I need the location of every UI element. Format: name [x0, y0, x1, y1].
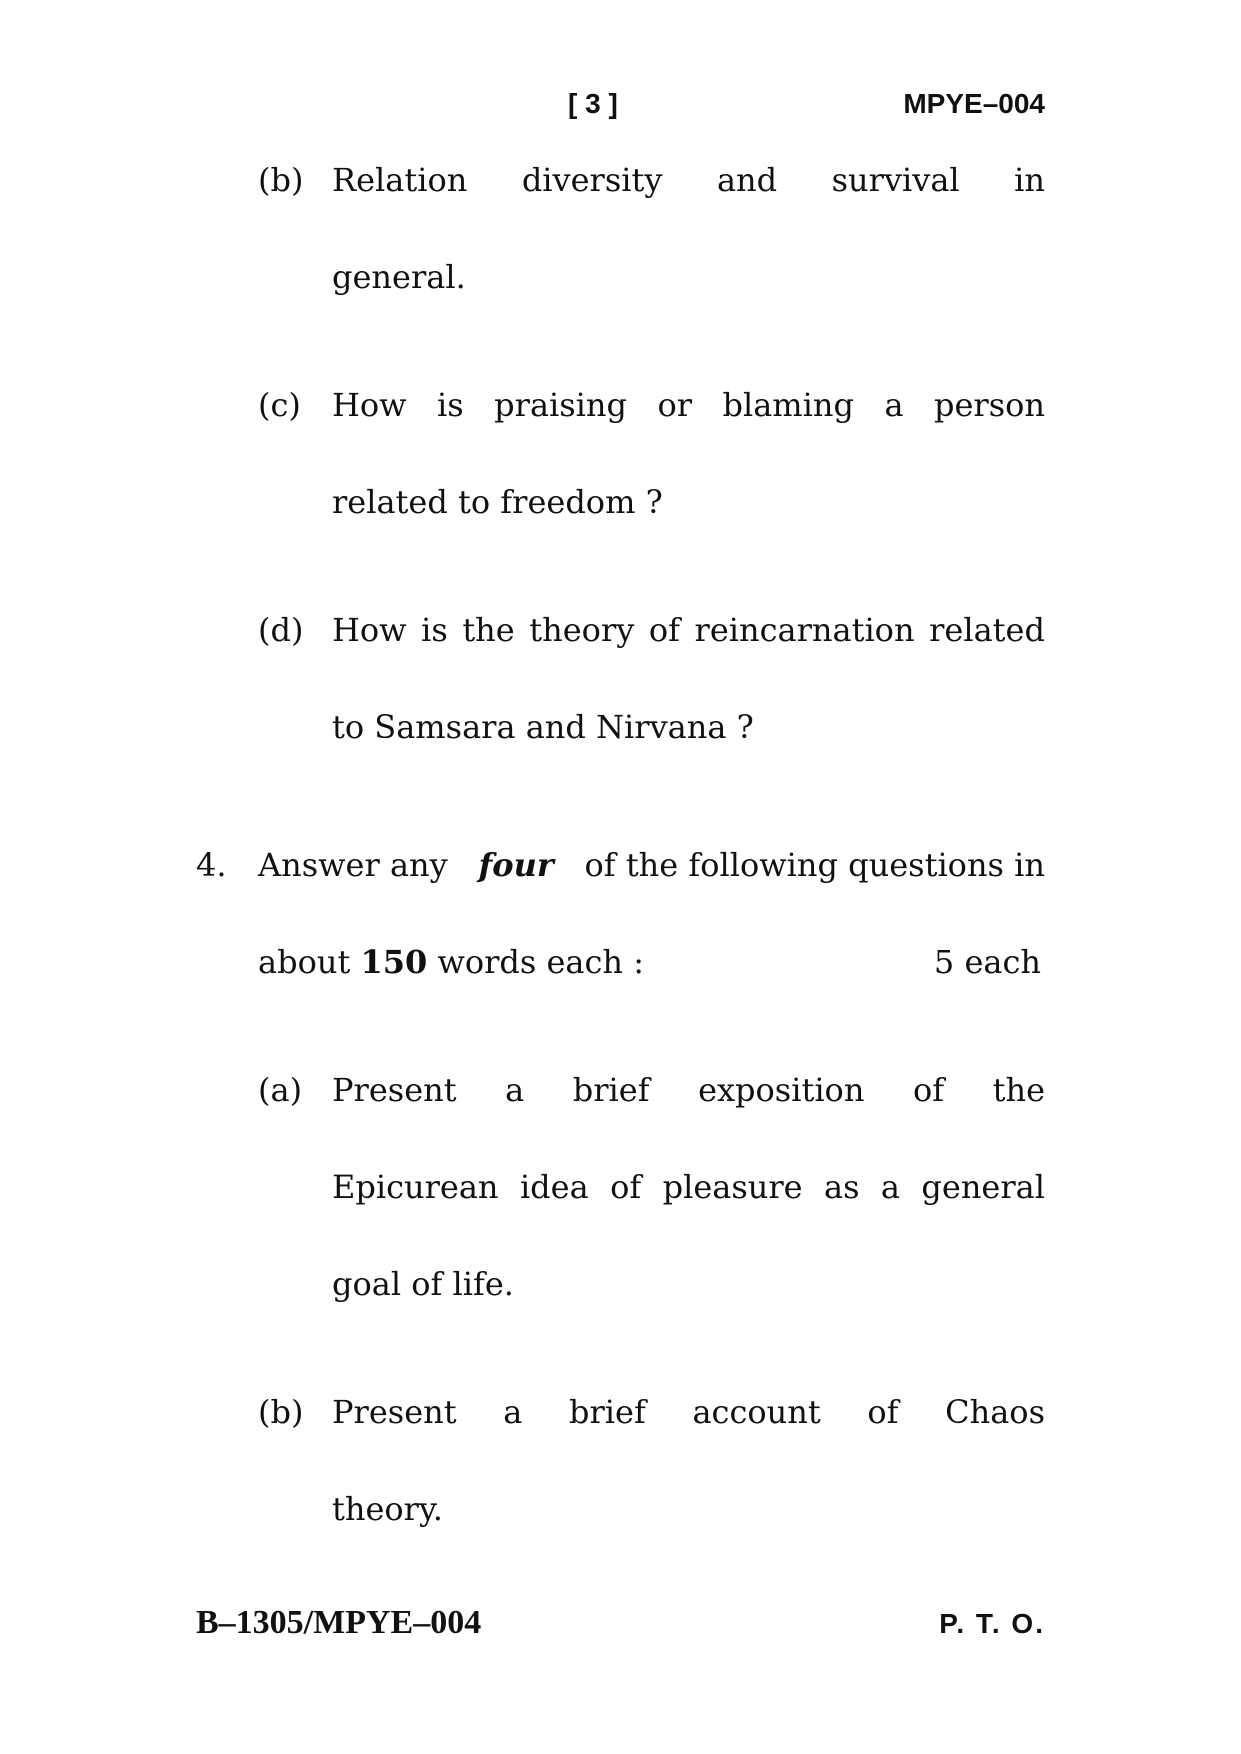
word: How [332, 386, 407, 424]
footer-paper-code: B–1305/MPYE–004 [196, 1604, 482, 1641]
q4-part-b-line2: theory. [332, 1490, 443, 1528]
q4-instruction-line2 [258, 942, 644, 982]
word: the [992, 1071, 1045, 1109]
word: the [462, 611, 515, 649]
q4-line2-post: words each : [437, 943, 644, 981]
q4-line2-pre: about [258, 943, 351, 981]
q3-part-c-line1 [332, 385, 1045, 425]
page-number: [ 3 ] [568, 88, 618, 119]
footer-pto: P. T. O. [939, 1608, 1045, 1639]
word: of [867, 1393, 899, 1431]
word: of [610, 1168, 642, 1206]
word: blaming [722, 386, 854, 424]
q4-line1-pre: Answer any [258, 846, 448, 884]
q4-instruction-line1 [258, 845, 1045, 885]
q4-part-a-line2 [332, 1167, 1045, 1207]
word: in [1014, 161, 1045, 199]
q3-part-b-line1 [332, 160, 1045, 200]
word: is [437, 386, 464, 424]
q4-part-a-line3: goal of life. [332, 1265, 514, 1303]
q4-line1-post: of the following questions in [584, 846, 1045, 884]
word: brief [568, 1393, 646, 1431]
q3-part-c-line2: related to freedom ? [332, 483, 663, 521]
word: a [505, 1071, 525, 1109]
word: of [912, 1071, 945, 1109]
word: pleasure [662, 1168, 803, 1206]
word: exposition [698, 1071, 865, 1109]
word: general [921, 1168, 1045, 1206]
q3-part-d-line2: to Samsara and Nirvana ? [332, 708, 754, 746]
q4-part-b-label: (b) [258, 1393, 304, 1431]
word: Epicurean [332, 1168, 499, 1206]
word: and [716, 161, 778, 199]
q4-marks: 5 each [933, 943, 1041, 981]
word: reincarnation [694, 611, 915, 649]
word: person [933, 386, 1045, 424]
q4-word-count: 150 [360, 943, 428, 981]
word: Present [332, 1393, 457, 1431]
word: a [880, 1168, 900, 1206]
word: idea [519, 1168, 589, 1206]
q4-part-a-label: (a) [258, 1071, 303, 1109]
word: account [692, 1393, 821, 1431]
word: or [657, 386, 693, 424]
word: related [929, 611, 1045, 649]
word: survival [831, 161, 960, 199]
word: Chaos [945, 1393, 1045, 1431]
word: praising [494, 386, 627, 424]
q3-part-c-label: (c) [258, 386, 301, 424]
q3-part-b-label: (b) [258, 161, 304, 199]
word: a [503, 1393, 523, 1431]
q3-part-b-line2: general. [332, 258, 466, 296]
word: a [884, 386, 904, 424]
word: Relation [332, 161, 468, 199]
word: theory [529, 611, 635, 649]
word: How [332, 611, 407, 649]
q3-part-d-line1 [332, 610, 1045, 650]
word: Present [332, 1071, 457, 1109]
q4-part-b-line1 [332, 1392, 1045, 1432]
word: brief [572, 1071, 650, 1109]
q3-part-d-label: (d) [258, 611, 304, 649]
word: is [421, 611, 448, 649]
q4-part-a-line1 [332, 1070, 1045, 1110]
q4-number: 4. [196, 846, 227, 884]
word: of [648, 611, 680, 649]
word: as [824, 1168, 860, 1206]
q4-emphasis-four: four [478, 846, 554, 884]
paper-code-header: MPYE–004 [903, 88, 1045, 119]
word: diversity [521, 161, 663, 199]
